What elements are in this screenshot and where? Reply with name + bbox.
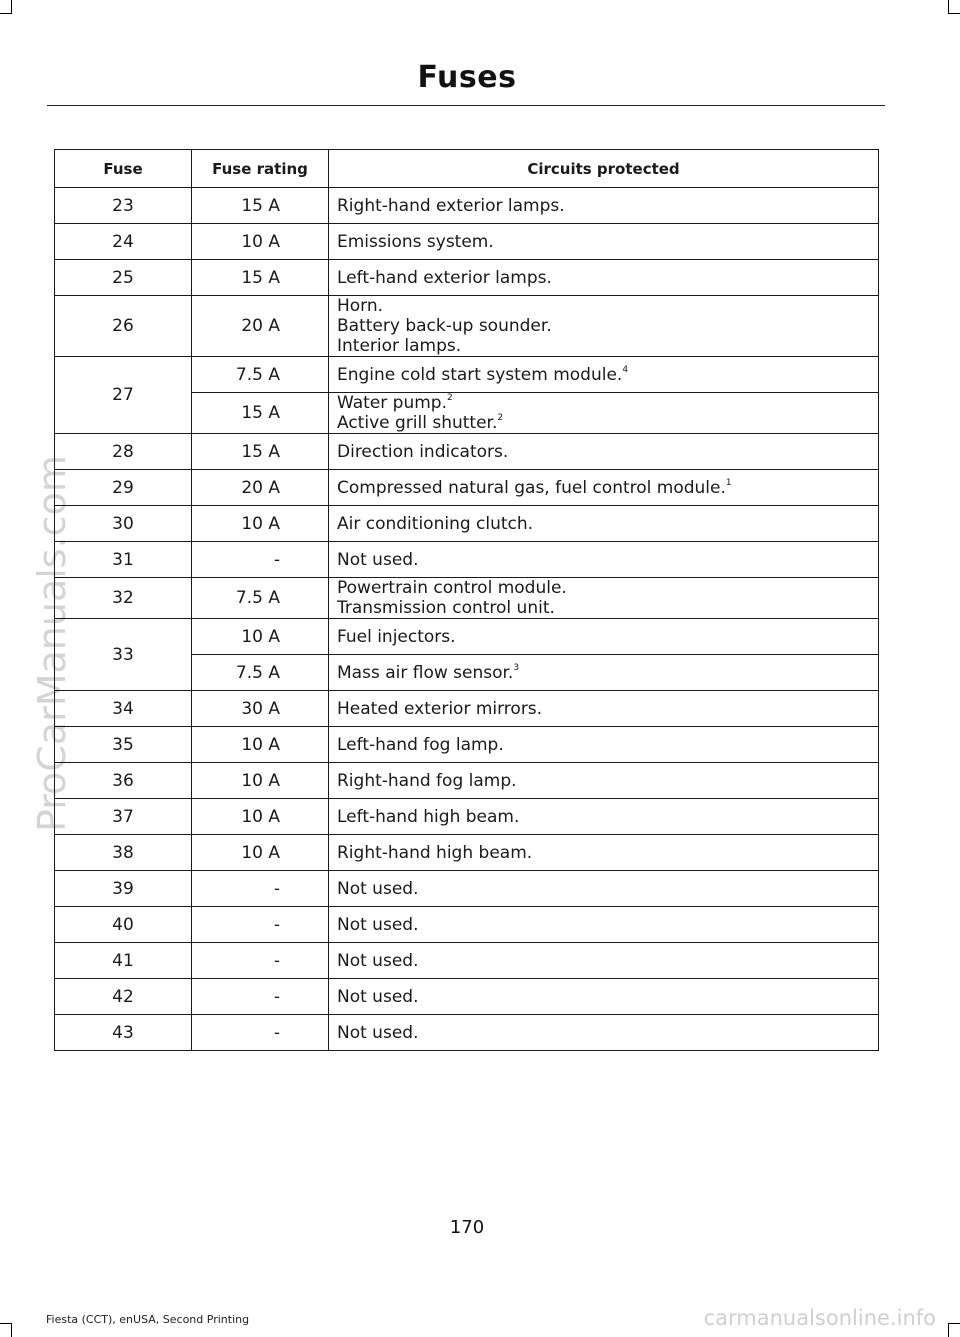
crop-mark-top-right: [948, 13, 960, 14]
table-row: [55, 470, 879, 506]
page-number: 170: [449, 1217, 485, 1238]
circuit-line: Powertrain control module.: [337, 578, 567, 598]
circuit-line: Heated exterior mirrors.: [337, 698, 543, 719]
circuit-line: [337, 478, 878, 498]
fuse-rating: 7.5 A: [192, 655, 329, 691]
table-row: [55, 357, 879, 393]
circuits-protected: [329, 619, 879, 655]
column-header-circuits: Circuits protected: [329, 150, 879, 188]
circuit-line: Direction indicators.: [337, 441, 509, 462]
circuit-text: Compressed natural gas, fuel control module.: [337, 477, 726, 498]
circuit-line: Right-hand exterior lamps.: [337, 195, 565, 216]
circuits-protected: [329, 763, 879, 799]
circuit-line: [337, 365, 878, 385]
fuse-rating: 10 A: [192, 727, 329, 763]
circuit-line: Interior lamps.: [337, 336, 462, 356]
circuit-line: Left-hand exterior lamps.: [337, 267, 552, 288]
table-row: [55, 542, 879, 578]
table-row: [55, 296, 879, 357]
circuit-line: Right-hand fog lamp.: [337, 770, 517, 791]
circuits-protected: [329, 835, 879, 871]
side-watermark: ProCarManuals.com: [30, 455, 74, 832]
fuse-number: 23: [55, 188, 192, 224]
page-title: Fuses: [417, 60, 517, 95]
fuse-rating: 10 A: [192, 506, 329, 542]
fuse-number: 40: [55, 907, 192, 943]
circuits-protected: [329, 506, 879, 542]
fuse-rating: -: [192, 871, 329, 907]
fuse-number: 36: [55, 763, 192, 799]
fuse-rating: 7.5 A: [192, 357, 329, 393]
table-row: [55, 506, 879, 542]
circuits-protected: [329, 296, 879, 357]
footnote-marker: 1: [725, 477, 732, 488]
fuse-rating: 7.5 A: [192, 578, 329, 619]
table-row: [55, 943, 879, 979]
fuse-rating: 20 A: [192, 296, 329, 357]
footnote-marker: 2: [446, 393, 453, 403]
circuits-protected: [329, 260, 879, 296]
footnote-marker: 3: [513, 662, 520, 673]
table-row: [55, 188, 879, 224]
fuse-rating: -: [192, 907, 329, 943]
fuse-rating: 10 A: [192, 763, 329, 799]
fuse-rating: 10 A: [192, 799, 329, 835]
circuit-line: [337, 663, 878, 683]
crop-mark-top-left: [0, 13, 12, 14]
table-row: [55, 763, 879, 799]
fuse-number: 35: [55, 727, 192, 763]
fuse-rating: -: [192, 542, 329, 578]
fuse-table-body: [55, 188, 879, 1051]
table-row: [55, 979, 879, 1015]
table-row: [55, 224, 879, 260]
column-header-fuse: Fuse: [55, 150, 192, 188]
fuse-rating: -: [192, 979, 329, 1015]
fuse-rating: 15 A: [192, 260, 329, 296]
table-row: [55, 691, 879, 727]
fuse-rating: 10 A: [192, 835, 329, 871]
fuse-number: 41: [55, 943, 192, 979]
fuse-rating: -: [192, 943, 329, 979]
circuits-protected: [329, 357, 879, 393]
fuse-rating: 10 A: [192, 619, 329, 655]
fuse-number: 24: [55, 224, 192, 260]
fuse-number: 25: [55, 260, 192, 296]
table-row: [55, 1015, 879, 1051]
circuits-protected: [329, 393, 879, 434]
circuit-line: Right-hand high beam.: [337, 842, 533, 863]
circuits-protected: [329, 434, 879, 470]
circuits-protected: [329, 542, 879, 578]
circuits-protected: [329, 224, 879, 260]
circuit-line: Not used.: [337, 1022, 419, 1043]
table-row: [55, 578, 879, 619]
fuse-number: 43: [55, 1015, 192, 1051]
circuit-line: Emissions system.: [337, 231, 494, 252]
table-row: [55, 434, 879, 470]
circuits-protected: [329, 470, 879, 506]
circuit-line: Not used.: [337, 549, 419, 570]
circuit-line: Transmission control unit.: [337, 598, 555, 618]
circuit-line: Battery back-up sounder.: [337, 316, 552, 336]
table-row: [55, 619, 879, 655]
table-header-row: [55, 150, 879, 188]
circuit-line: Fuel injectors.: [337, 626, 456, 647]
fuse-rating: 10 A: [192, 224, 329, 260]
circuits-protected: [329, 799, 879, 835]
crop-mark-bottom-right: [948, 1323, 949, 1337]
crop-mark-top-left: [11, 0, 12, 13]
title-divider: [47, 105, 885, 106]
circuits-protected: [329, 727, 879, 763]
fuse-number: 37: [55, 799, 192, 835]
table-row: [55, 260, 879, 296]
circuit-line: Not used.: [337, 914, 419, 935]
fuse-number: 27: [55, 357, 192, 434]
fuse-number: 31: [55, 542, 192, 578]
circuit-line: Left-hand high beam.: [337, 806, 520, 827]
circuit-line: Not used.: [337, 986, 419, 1007]
table-row: [55, 907, 879, 943]
fuse-rating: 15 A: [192, 434, 329, 470]
circuit-text: Mass air flow sensor.: [337, 662, 514, 683]
fuse-table: [54, 149, 879, 1051]
fuse-rating: -: [192, 1015, 329, 1051]
table-row: [55, 799, 879, 835]
circuit-text: Active grill shutter.: [337, 413, 498, 433]
fuse-rating: 15 A: [192, 188, 329, 224]
crop-mark-bottom-left: [0, 1323, 12, 1324]
fuse-rating: 20 A: [192, 470, 329, 506]
footnote-marker: 2: [497, 413, 504, 423]
fuse-number: 29: [55, 470, 192, 506]
fuse-number: 34: [55, 691, 192, 727]
circuits-protected: [329, 943, 879, 979]
edition-footer: Fiesta (CCT), enUSA, Second Printing: [46, 1313, 250, 1326]
circuit-text: Engine cold start system module.: [337, 364, 623, 385]
circuit-line: Not used.: [337, 950, 419, 971]
circuit-text: Water pump.: [337, 393, 447, 413]
fuse-rating: 15 A: [192, 393, 329, 434]
circuit-line: [337, 393, 878, 413]
crop-mark-bottom-left: [11, 1323, 12, 1337]
fuse-number: 26: [55, 296, 192, 357]
circuits-protected: [329, 691, 879, 727]
fuse-rating: 30 A: [192, 691, 329, 727]
circuits-protected: [329, 655, 879, 691]
crop-mark-bottom-right: [948, 1323, 960, 1324]
circuit-line: Left-hand fog lamp.: [337, 734, 504, 755]
fuse-number: 32: [55, 578, 192, 619]
fuse-number: 42: [55, 979, 192, 1015]
fuse-number: 39: [55, 871, 192, 907]
circuit-line: Not used.: [337, 878, 419, 899]
circuits-protected: [329, 907, 879, 943]
circuits-protected: [329, 578, 879, 619]
fuse-number: 30: [55, 506, 192, 542]
circuits-protected: [329, 871, 879, 907]
circuit-line: Air conditioning clutch.: [337, 513, 534, 534]
circuits-protected: [329, 979, 879, 1015]
footnote-marker: 4: [622, 364, 629, 375]
table-row: [55, 727, 879, 763]
column-header-rating: Fuse rating: [192, 150, 329, 188]
circuits-protected: [329, 188, 879, 224]
table-row: [55, 871, 879, 907]
circuit-line: Horn.: [337, 296, 384, 316]
table-row: [55, 835, 879, 871]
fuse-number: 28: [55, 434, 192, 470]
circuit-line: [337, 413, 878, 433]
crop-mark-top-right: [948, 0, 949, 13]
fuse-number: 33: [55, 619, 192, 691]
fuse-number: 38: [55, 835, 192, 871]
circuits-protected: [329, 1015, 879, 1051]
bottom-watermark: carmanualsonline.info: [703, 1306, 936, 1330]
